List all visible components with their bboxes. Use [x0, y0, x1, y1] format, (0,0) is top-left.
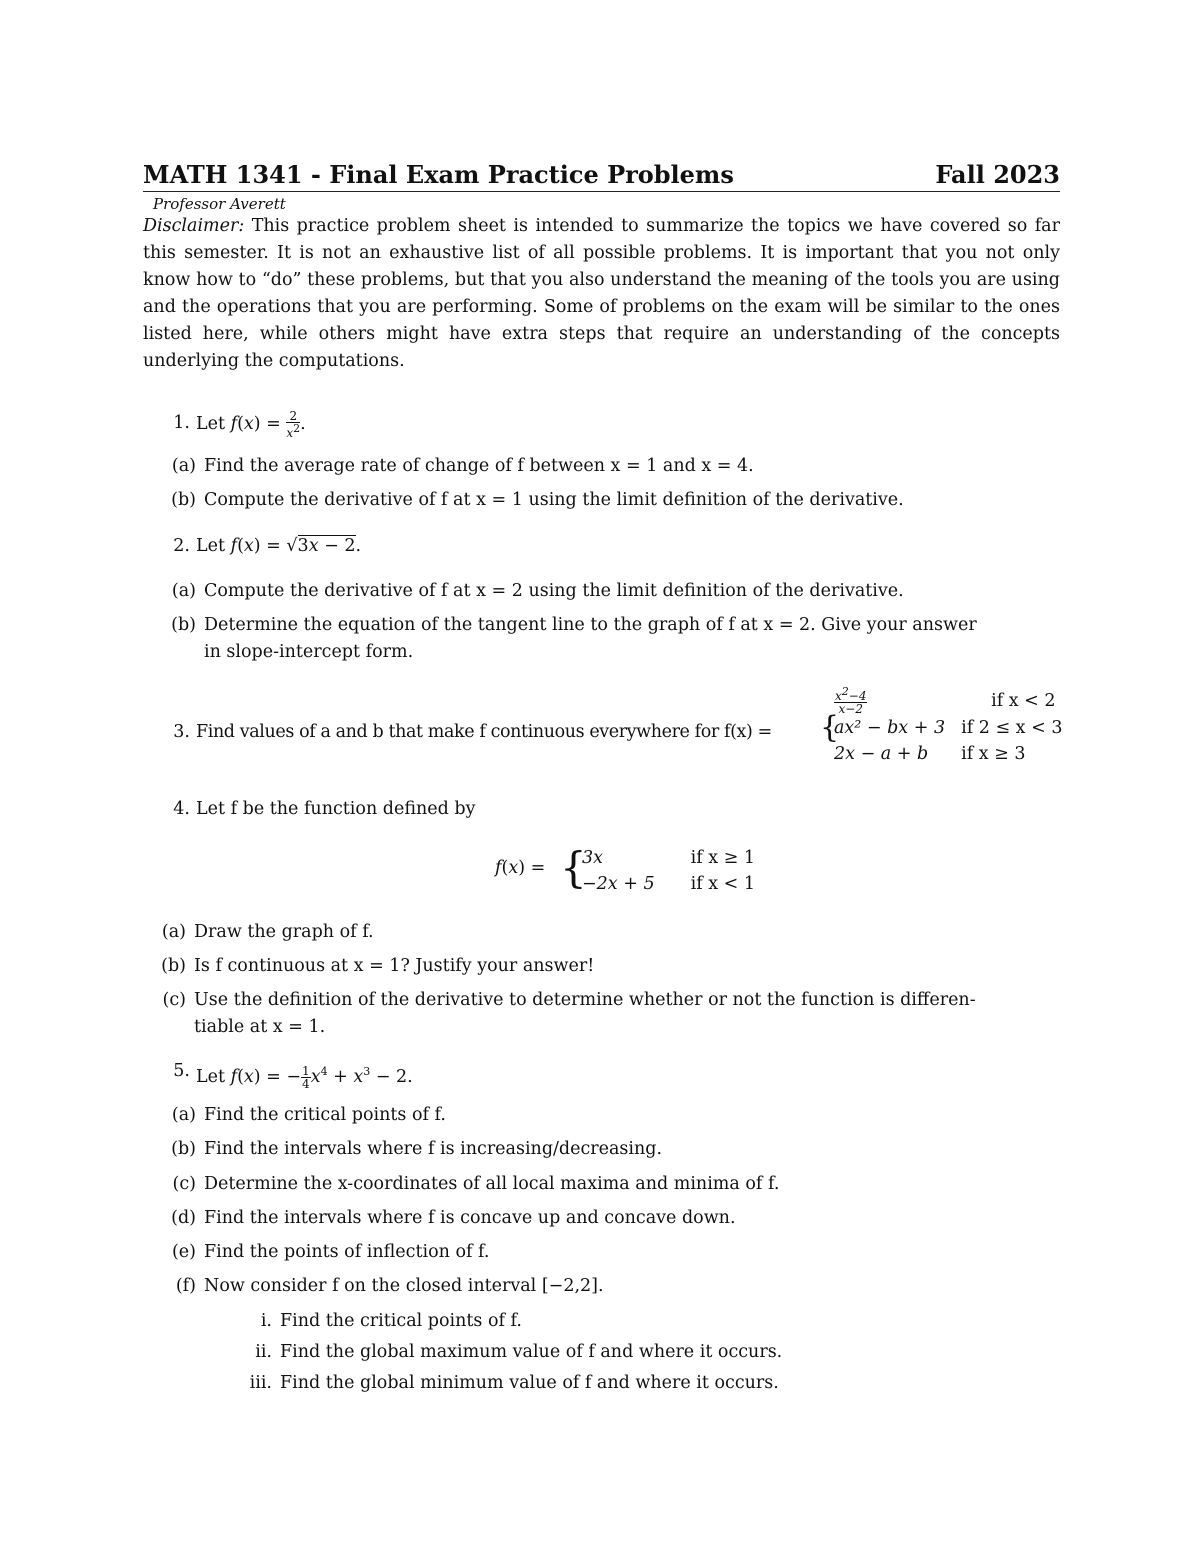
- problem-5-subpart-i: i. Find the critical points of f.: [260, 1311, 522, 1331]
- left-brace: {: [560, 843, 587, 892]
- term: Fall 2023: [935, 160, 1060, 189]
- problem-number: 3.: [173, 722, 190, 742]
- problem-2-statement: Let f(x) = √3x − 2.: [196, 536, 362, 556]
- problem-5-part-d: (d) Find the intervals where f is concave up and concave down.: [171, 1208, 736, 1228]
- problem-2-part-b-cont: in slope-intercept form.: [204, 642, 414, 662]
- problem-4-part-c: (c) Use the definition of the derivative to determine whether or not the function is differen-: [162, 990, 976, 1010]
- problem-5-part-e: (e) Find the points of inflection of f.: [171, 1242, 490, 1262]
- problem-number: 2.: [173, 536, 190, 556]
- left-brace: {: [820, 710, 840, 745]
- problem-5-subpart-ii: ii. Find the global maximum value of f and where it occurs.: [255, 1342, 783, 1362]
- problem-3-cases: $\frac{x^2-4}{x-2}$ if x < 2 ax² − bx + 3 if 2 ≤ x < 3 2x − a + b if x ≥ 3: [834, 685, 1063, 764]
- problem-1-part-b: (b) Compute the derivative of f at x = 1 using the limit definition of the derivative.: [171, 490, 904, 510]
- problem-number: 1.: [173, 413, 190, 433]
- problem-5-part-c: (c) Determine the x-coordinates of all local maxima and minima of f.: [172, 1174, 780, 1194]
- exam-page: [143, 160, 1060, 375]
- problem-4-cases: 3x if x ≥ 1 −2x + 5 if x < 1: [582, 848, 756, 894]
- disclaimer-label: Disclaimer:: [143, 216, 245, 236]
- problem-5-subpart-iii: iii. Find the global minimum value of f and where it occurs.: [249, 1373, 779, 1393]
- problem-2-part-b: (b) Determine the equation of the tangent line to the graph of f at x = 2. Give your answer: [171, 615, 977, 635]
- problem-4-part-b: (b) Is f continuous at x = 1? Justify your answer!: [161, 956, 595, 976]
- problem-number: 4.: [173, 799, 190, 819]
- problem-5-statement: Let f(x) = − $\frac{1}{4}$ $x^4 + x^3 - 2$.: [196, 1063, 413, 1091]
- problem-5-part-f: (f) Now consider f on the closed interval [−2,2].: [175, 1276, 604, 1296]
- disclaimer-text: This practice problem sheet is intended to summarize the topics we have covered so far this semester. It is not an exhaustive list of all possible problems. It is important that you not only know how to “do” these problems, but that you also understand the meaning of the tools you are using and the operations that you are performing. Some of problems on the exam will be similar to the ones listed here, while others might have extra steps that require an understanding of the concepts underlying the computations.: [143, 216, 1060, 371]
- problem-5-part-a: (a) Find the critical points of f.: [171, 1105, 446, 1125]
- problem-4-part-a: (a) Draw the graph of f.: [161, 922, 374, 942]
- problem-5-part-b: (b) Find the intervals where f is increasing/decreasing.: [171, 1139, 663, 1159]
- professor-name: Professor Averett: [153, 195, 286, 213]
- header: [143, 160, 1060, 192]
- page-title: MATH 1341 - Final Exam Practice Problems: [143, 160, 734, 189]
- problem-3-statement: Find values of a and b that make f continuous everywhere for f(x) =: [196, 722, 772, 742]
- problem-2-part-a: (a) Compute the derivative of f at x = 2 using the limit definition of the derivative.: [171, 581, 904, 601]
- disclaimer: [143, 213, 1060, 375]
- problem-4-part-c-cont: tiable at x = 1.: [194, 1017, 326, 1037]
- problem-4-statement: Let f be the function defined by: [196, 799, 476, 819]
- problem-1-part-a: (a) Find the average rate of change of f between x = 1 and x = 4.: [171, 456, 754, 476]
- problem-1-statement: Let f(x) = $\frac{2}{x^2}$ .: [196, 409, 306, 440]
- problem-number: 5.: [173, 1061, 190, 1081]
- f-of-x-label: f(x) =: [495, 858, 546, 878]
